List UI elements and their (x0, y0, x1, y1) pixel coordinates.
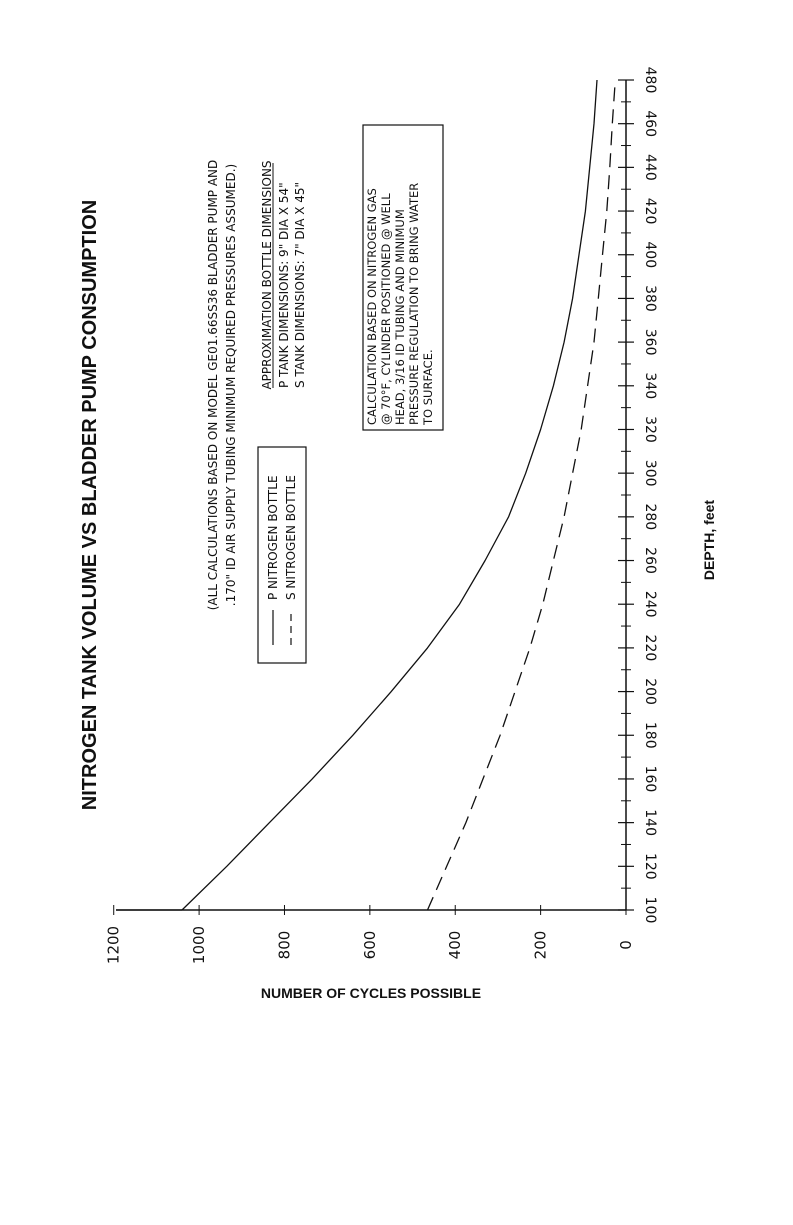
depth-tick-label: 200 (642, 678, 658, 705)
depth-tick-label: 340 (642, 372, 658, 400)
depth-tick-label: 400 (642, 241, 658, 269)
depth-tick-label: 100 (642, 896, 658, 924)
cycles-tick-label: 1000 (190, 925, 209, 965)
cycles-tick-label: 600 (360, 930, 379, 960)
depth-tick-label: 120 (642, 852, 658, 880)
cycles-tick-label: 1200 (104, 925, 123, 965)
depth-axis-title: DEPTH, feet (701, 499, 717, 581)
depth-tick-label: 360 (642, 328, 658, 356)
depth-tick-label: 160 (642, 765, 658, 793)
depth-tick-label: 300 (642, 459, 658, 487)
cycles-ticks (105, 905, 635, 964)
calc-line-4: PRESSURE REGULATION TO BRING WATER (407, 182, 421, 425)
cycles-axis-title: NUMBER OF CYCLES POSSIBLE (260, 985, 482, 1001)
note-line-2: .170" ID AIR SUPPLY TUBING MINIMUM REQUIRED PRESSURES ASSUMED.) (224, 163, 238, 607)
calc-box (363, 125, 443, 430)
cycles-tick-label: 800 (275, 930, 294, 960)
depth-tick-label: 380 (642, 285, 658, 312)
calc-line-1: CALCULATION BASED ON NITROGEN GAS (365, 188, 379, 425)
cycles-tick-label: 200 (531, 930, 550, 960)
depth-tick-label: 420 (642, 197, 658, 225)
legend-label-s: S NITROGEN BOTTLE (284, 475, 298, 600)
dims-p: P TANK DIMENSIONS: 9" DIA X 54" (277, 182, 291, 388)
depth-tick-label: 220 (642, 634, 658, 662)
dims-s: S TANK DIMENSIONS: 7" DIA X 45" (293, 181, 307, 388)
legend (258, 447, 306, 663)
legend-label-p: P NITROGEN BOTTLE (266, 475, 280, 600)
cycles-tick-label: 400 (446, 930, 465, 960)
depth-tick-label: 460 (642, 110, 658, 138)
depth-tick-label: 320 (642, 416, 658, 443)
depth-tick-label: 440 (642, 154, 658, 181)
depth-tick-label: 480 (642, 66, 658, 94)
cycles-tick-label: 0 (617, 940, 635, 950)
chart-title: NITROGEN TANK VOLUME VS BLADDER PUMP CONSUMPTION (79, 199, 101, 811)
calc-line-3: HEAD, 3/16 ID TUBING AND MINIMUM (393, 209, 407, 425)
depth-ticks (618, 67, 658, 924)
depth-tick-label: 280 (642, 503, 658, 531)
depth-tick-label: 240 (642, 590, 658, 618)
depth-tick-label: 260 (642, 547, 658, 574)
series-line-s-nitrogen (428, 80, 616, 910)
dims-heading: APPROXIMATION BOTTLE DIMENSIONS (260, 160, 274, 390)
depth-tick-label: 180 (642, 721, 658, 749)
note-line-1: (ALL CALCULATIONS BASED ON MODEL GE01.66SS36 BLADDER PUMP AND (206, 159, 220, 611)
calc-line-5: TO SURFACE. (421, 349, 435, 425)
calc-line-2: @ 70°F, CYLINDER POSITIONED @ WELL (379, 193, 393, 425)
depth-tick-label: 140 (642, 809, 658, 836)
